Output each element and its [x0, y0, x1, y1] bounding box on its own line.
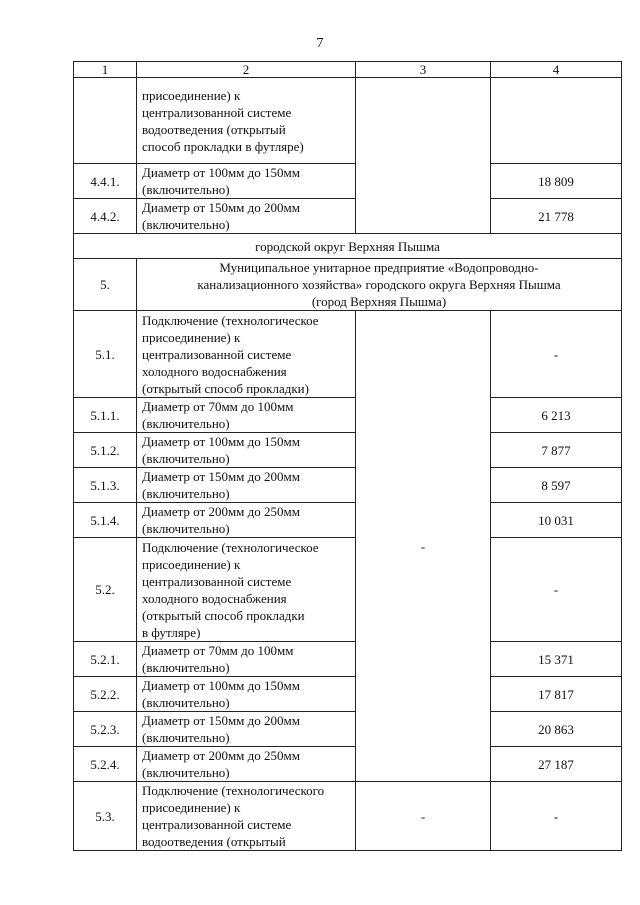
row-value [491, 78, 622, 164]
row-value: 20 863 [491, 712, 622, 747]
row-description: Диаметр от 200мм до 250мм (включительно) [137, 747, 356, 782]
row-number: 5.1.2. [74, 433, 137, 468]
row-number: 4.4.1. [74, 164, 137, 199]
row-number: 5.3. [74, 782, 137, 851]
organization-number: 5. [74, 259, 137, 311]
row-value: 15 371 [491, 642, 622, 677]
table-row [74, 468, 622, 503]
row-description: присоединение) к централизованной системе водоотведения (открытый способ прокладки в футляре) [137, 78, 356, 164]
row-description: Диаметр от 150мм до 200мм (включительно) [137, 199, 356, 234]
row-number: 5.2.4. [74, 747, 137, 782]
table-row [74, 712, 622, 747]
row-number: 5.1.3. [74, 468, 137, 503]
row-description: Подключение (технологического присоединение) к централизованной системе водоотведения (открытый [137, 782, 356, 851]
row-value: - [491, 782, 622, 851]
table-row [74, 782, 622, 851]
row-value: - [491, 538, 622, 642]
row-description: Диаметр от 70мм до 100мм (включительно) [137, 642, 356, 677]
organization-row [74, 259, 622, 311]
row-number: 4.4.2. [74, 199, 137, 234]
row-description: Диаметр от 150мм до 200мм (включительно) [137, 712, 356, 747]
header-col-3: 3 [356, 62, 491, 78]
row-number [74, 78, 137, 164]
table-row [74, 747, 622, 782]
row-number: 5.1.1. [74, 398, 137, 433]
row-number: 5.1.4. [74, 503, 137, 538]
row-number: 5.2.2. [74, 677, 137, 712]
row-number: 5.2.3. [74, 712, 137, 747]
row-value: 27 187 [491, 747, 622, 782]
page-number: 7 [316, 36, 324, 51]
region-row [74, 234, 622, 259]
row-col3-value: - [356, 782, 491, 851]
section4-col3-cell [356, 78, 491, 234]
row-value: 18 809 [491, 164, 622, 199]
header-col-2: 2 [137, 62, 356, 78]
row-value: 7 877 [491, 433, 622, 468]
table-row [74, 199, 622, 234]
row-description: Диаметр от 100мм до 150мм (включительно) [137, 677, 356, 712]
table-row [74, 311, 622, 398]
row-value: 6 213 [491, 398, 622, 433]
header-col-4: 4 [491, 62, 622, 78]
table-header-row [74, 62, 622, 78]
header-col-1: 1 [74, 62, 137, 78]
row-value: 21 778 [491, 199, 622, 234]
row-description: Диаметр от 150мм до 200мм (включительно) [137, 468, 356, 503]
table-row [74, 503, 622, 538]
organization-name: Муниципальное унитарное предприятие «Водопроводно- канализационного хозяйства» городского округа Верхняя Пышма (город Верхняя Пышма) [137, 259, 622, 311]
row-value: 8 597 [491, 468, 622, 503]
table-row [74, 538, 622, 642]
row-value: 17 817 [491, 677, 622, 712]
table-row [74, 677, 622, 712]
region-name: городской округ Верхняя Пышма [74, 234, 622, 259]
table-row [74, 433, 622, 468]
row-description: Диаметр от 200мм до 250мм (включительно) [137, 503, 356, 538]
row-description: Подключение (технологическое присоединение) к централизованной системе холодного водоснабжения (открытый способ прокладки в футляре) [137, 538, 356, 642]
row-value: - [491, 311, 622, 398]
row-value: 10 031 [491, 503, 622, 538]
row-number: 5.1. [74, 311, 137, 398]
row-description: Диаметр от 100мм до 150мм (включительно) [137, 164, 356, 199]
table-row [74, 398, 622, 433]
table-row [74, 78, 622, 164]
row-number: 5.2.1. [74, 642, 137, 677]
tariff-table [73, 61, 622, 851]
section5-col3-cell: - [356, 311, 491, 782]
row-description: Диаметр от 100мм до 150мм (включительно) [137, 433, 356, 468]
row-description: Подключение (технологическое присоединение) к централизованной системе холодного водоснабжения (открытый способ прокладки) [137, 311, 356, 398]
row-number: 5.2. [74, 538, 137, 642]
row-description: Диаметр от 70мм до 100мм (включительно) [137, 398, 356, 433]
table-row [74, 642, 622, 677]
table-row [74, 164, 622, 199]
